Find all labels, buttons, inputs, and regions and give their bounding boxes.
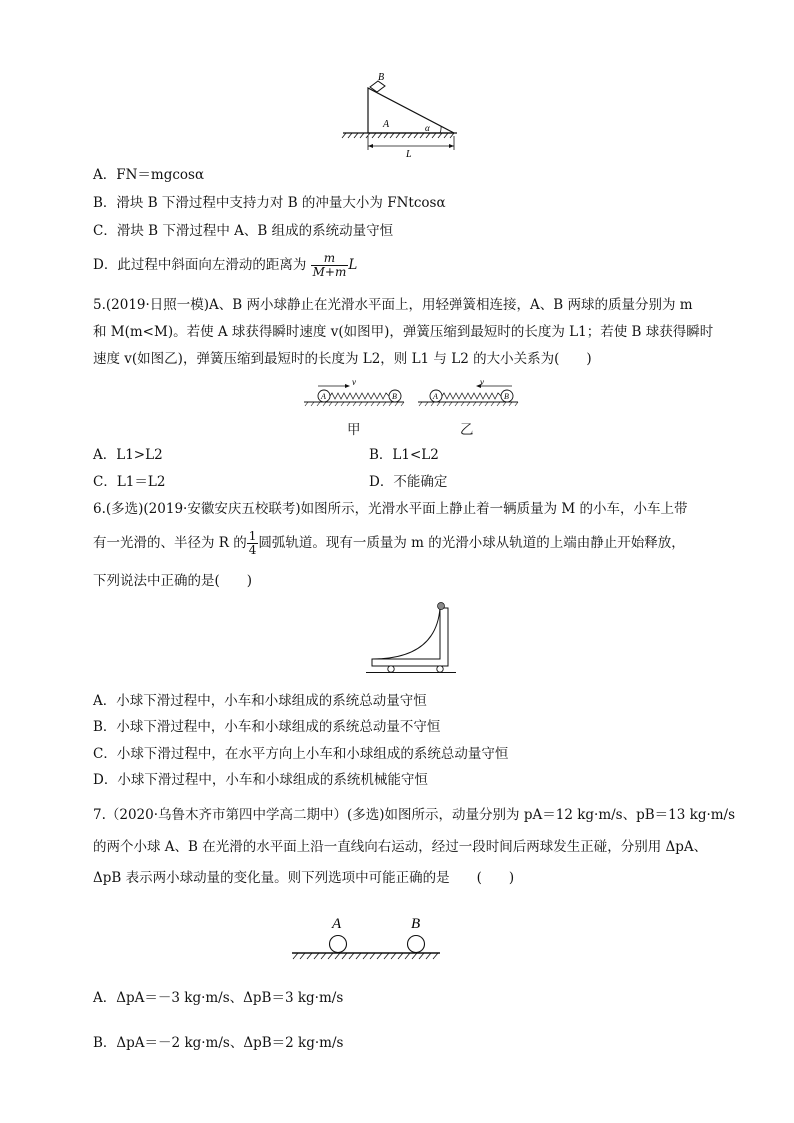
- q7-option-b: B．ΔpA＝－2 kg·m/s、ΔpB＝2 kg·m/s: [93, 1035, 344, 1051]
- q5-option-c: C．L1＝L2: [93, 474, 166, 490]
- q6-stem-line-2: [93, 528, 685, 558]
- q6-fraction-denominator: 4: [248, 543, 257, 557]
- two-balls-label-a: A: [332, 916, 342, 932]
- q6-option-d: D．小球下滑过程中，小车和小球组成的系统机械能守恒: [93, 772, 428, 788]
- q5-stem-line-3: 速度 v(如图乙)，弹簧压缩到最短时的长度为 L2，则 L1 与 L2 的大小关系为( ): [93, 351, 592, 367]
- q4-option-b: B．滑块 B 下滑过程中支持力对 B 的冲量大小为 FNtcosα: [93, 195, 446, 211]
- q6-stem-line-2-pre: 有一光滑的、半径为 R 的: [93, 535, 247, 551]
- q6-stem-line-1: 6.(多选)(2019·安徽安庆五校联考)如图所示，光滑水平面上静止着一辆质量为 M 的小车，小车上带: [93, 501, 688, 517]
- incline-label-b: B: [378, 72, 385, 83]
- q7-stem-line-2: 的两个小球 A、B 在光滑的水平面上沿一直线向右运动，经过一段时间后两球发生正碰，分别用 ΔpA、: [93, 839, 708, 855]
- q7-stem-line-1: 7.（2020·乌鲁木齐市第四中学高二期中）(多选)如图所示，动量分别为 pA＝12 kg·m/s、pB＝13 kg·m/s: [93, 807, 736, 823]
- spring-right-v-label: v: [480, 377, 484, 387]
- q4-option-a: A．FN＝mgcosα: [93, 167, 205, 183]
- spring-left-ball-b: B: [392, 392, 397, 401]
- q4-option-d: [93, 250, 357, 280]
- q6-fraction-numerator: 1: [248, 529, 257, 543]
- q4-option-c: C．滑块 B 下滑过程中 A、B 组成的系统动量守恒: [93, 223, 394, 239]
- incline-figure: [340, 70, 460, 160]
- q7-stem-line-3: ΔpB 表示两小球动量的变化量。则下列选项中可能正确的是 ( ): [93, 870, 515, 886]
- q5-option-a: A．L1>L2: [93, 447, 163, 463]
- incline-label-l: L: [406, 149, 412, 160]
- q4-option-d-suffix: L: [348, 257, 358, 273]
- two-balls-label-b: B: [411, 916, 421, 932]
- incline-label-a: A: [383, 119, 390, 130]
- cart-arc-figure: [366, 600, 458, 676]
- q6-option-a: A．小球下滑过程中，小车和小球组成的系统总动量守恒: [93, 693, 427, 709]
- q6-stem-line-2-post: 圆弧轨道。现有一质量为 m 的光滑小球从轨道的上端由静止开始释放，: [258, 535, 685, 551]
- q4-option-d-text: D．此过程中斜面向左滑动的距离为: [93, 257, 307, 273]
- q4-fraction-denominator: M+m: [312, 265, 347, 279]
- q6-option-b: B．小球下滑过程中，小车和小球组成的系统总动量不守恒: [93, 719, 441, 735]
- spring-right-ball-a: A: [433, 392, 438, 401]
- q5-figure-caption-right: 乙: [460, 422, 474, 438]
- q7-option-a: A．ΔpA＝－3 kg·m/s、ΔpB＝3 kg·m/s: [93, 990, 344, 1006]
- spring-right-ball-b: B: [504, 392, 509, 401]
- q6-option-c: C．小球下滑过程中，在水平方向上小车和小球组成的系统总动量守恒: [93, 746, 509, 762]
- q5-stem-line-1: 5.(2019·日照一模)A、B 两小球静止在光滑水平面上，用轻弹簧相连接，A、B 两球的质量分别为 m: [93, 297, 693, 313]
- q4-fraction-numerator: m: [311, 252, 349, 266]
- q6-stem-line-3: 下列说法中正确的是( ): [93, 573, 253, 589]
- q5-option-d: D．不能确定: [369, 474, 448, 490]
- q5-stem-line-2: 和 M(m<M)。若使 A 球获得瞬时速度 v(如图甲)，弹簧压缩到最短时的长度为 L1；若使 B 球获得瞬时: [93, 324, 714, 340]
- two-balls-figure: [290, 912, 442, 964]
- spring-left-v-label: v: [352, 377, 356, 387]
- spring-left-ball-a: A: [321, 392, 326, 401]
- q4-option-d-fraction: [311, 252, 349, 279]
- q6-quarter-fraction: [247, 530, 259, 557]
- incline-label-alpha: α: [425, 123, 430, 133]
- q5-option-b: B．L1<L2: [369, 447, 439, 463]
- q5-figure-caption-left: 甲: [347, 422, 361, 438]
- spring-figure: [300, 376, 522, 412]
